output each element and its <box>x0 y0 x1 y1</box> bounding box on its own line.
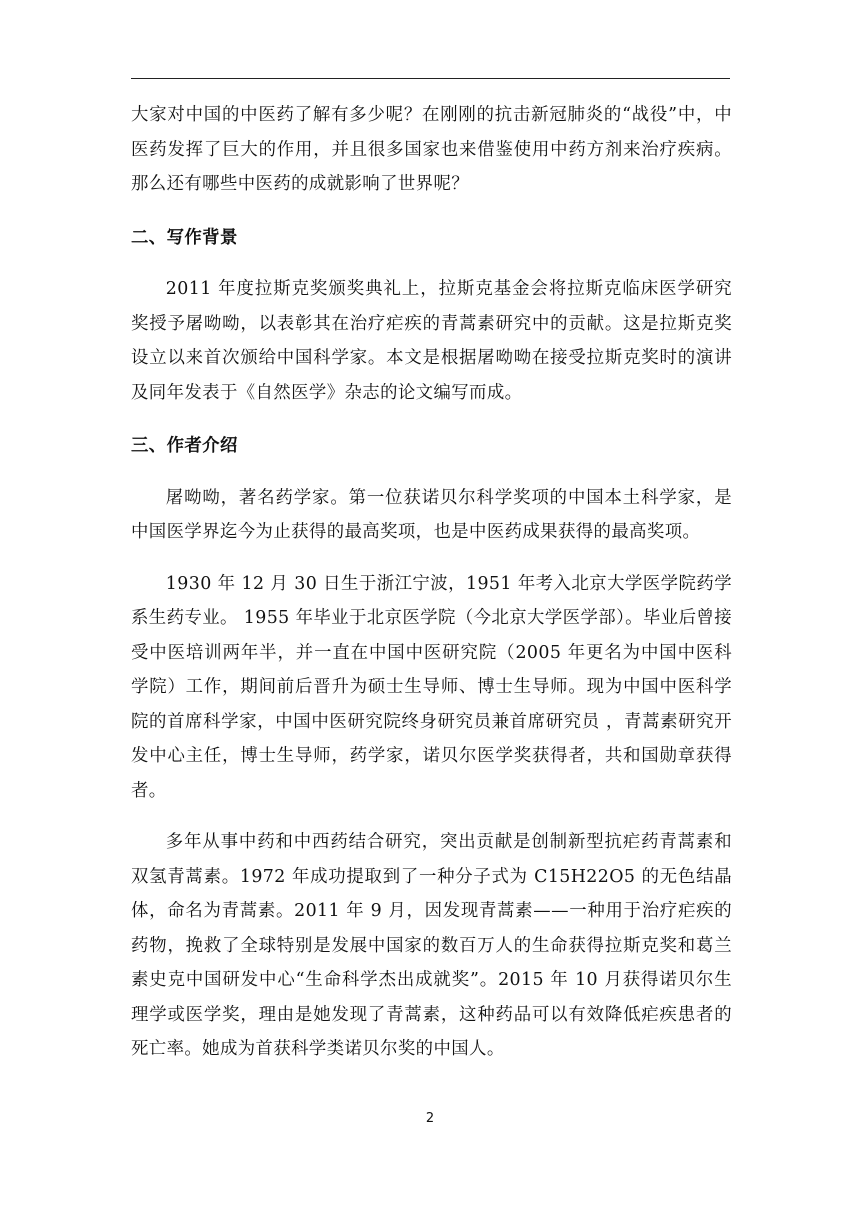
writing-background-paragraph: 2011 年度拉斯克奖颁奖典礼上，拉斯克基金会将拉斯克临床医学研究奖授予屠呦呦，以表彰其在治疗疟疾的青蒿素研究中的贡献。这是拉斯克奖设立以来首次颁给中国科学家。本文是根据屠呦呦在接受拉斯克奖时的演讲及同年发表于《自然医学》杂志的论文编写而成。 <box>131 279 732 403</box>
header-rule <box>131 78 730 79</box>
page-number: 2 <box>425 1111 435 1126</box>
author-intro-paragraph-2: 1930 年 12 月 30 日生于浙江宁波，1951 年考入北京大学医学院药学系生药专业。 1955 年毕业于北京医学院（今北京大学医学部）。毕业后曾接受中医培训两年半，并一直在中国中医研究院（2005 年更名为中国中医科学院）工作，期间前后晋升为硕士生导师、博士生导师。现为中国中医科学院的首席科学家，中国中医研究院终身研究员兼首席研究员 ，青蒿素研究开发中心主任，博士生导师，药学家，诺贝尔医学奖获得者，共和国勋章获得者。 <box>131 573 732 801</box>
author-intro-paragraph-3: 多年从事中药和中西药结合研究，突出贡献是创制新型抗疟药青蒿素和双氢青蒿素。1972 年成功提取到了一种分子式为 C15H22O5 的无色结晶体，命名为青蒿素。2011 年 9 月，因发现青蒿素——一种用于治疗疟疾的药物，挽救了全球特别是发展中国家的数百万人的生命获得拉斯克奖和葛兰素史克中国研发中心“生命科学杰出成就奖”。2015 年 10 月获得诺贝尔生理学或医学奖，理由是她发现了青蒿素，这种药品可以有效降低疟疾患者的死亡率。她成为首获科学类诺贝尔奖的中国人。 <box>131 832 732 1059</box>
section-heading-writing-background: 二、写作背景 <box>131 227 238 248</box>
section-heading-author-intro: 三、作者介绍 <box>131 436 238 456</box>
author-intro-paragraph-1: 屠呦呦，著名药学家。第一位获诺贝尔科学奖项的中国本土科学家，是中国医学界迄今为止获得的最高奖项，也是中医药成果获得的最高奖项。 <box>131 487 732 542</box>
intro-paragraph: 大家对中国的中医药了解有多少呢？在刚刚的抗击新冠肺炎的“战役”中，中医药发挥了巨大的作用，并且很多国家也来借鉴使用中药方剂来治疗疾病。那么还有哪些中医药的成就影响了世界呢？ <box>131 105 732 194</box>
document-body <box>131 98 732 1067</box>
